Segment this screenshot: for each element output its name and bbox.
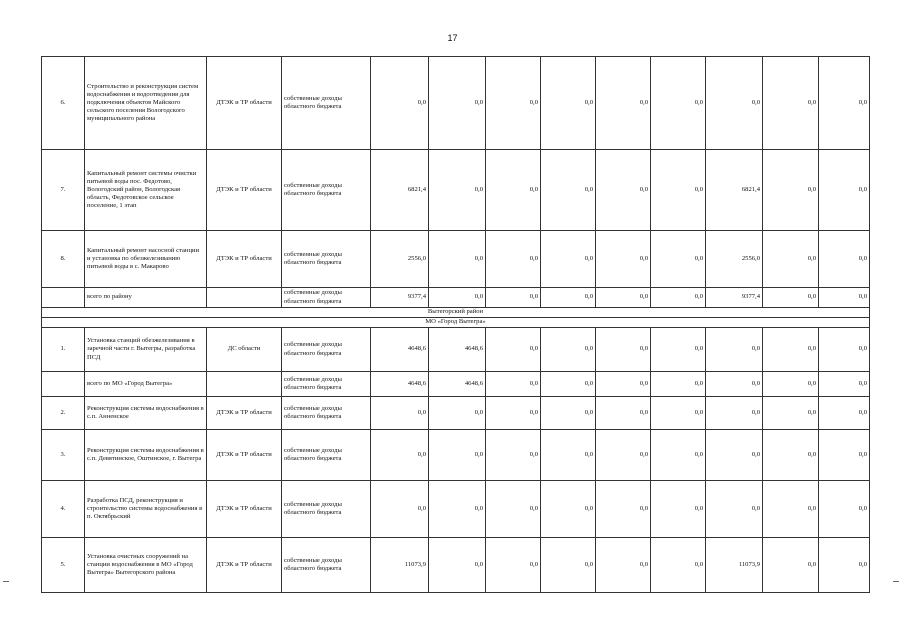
amount-cell: 0,0 (651, 538, 706, 593)
amount-cell: 0,0 (596, 372, 651, 397)
amount-cell: 0,0 (819, 430, 870, 481)
section-header-row (42, 318, 870, 328)
amount-cell: 0,0 (541, 397, 596, 430)
amount-cell: 0,0 (763, 372, 819, 397)
amount-cell: 0,0 (541, 328, 596, 372)
amount-cell: 0,0 (486, 538, 541, 593)
row-number: 8. (42, 231, 85, 288)
executor: ДС области (207, 328, 282, 372)
funding-source: собственные доходы областного бюджета (282, 481, 371, 538)
amount-cell: 0,0 (371, 430, 429, 481)
amount-cell: 0,0 (596, 57, 651, 150)
amount-cell: 0,0 (429, 57, 486, 150)
amount-cell: 0,0 (371, 397, 429, 430)
amount-cell: 0,0 (371, 57, 429, 150)
amount-cell: 0,0 (541, 538, 596, 593)
amount-cell: 0,0 (706, 481, 763, 538)
table-row (42, 231, 870, 288)
table-row (42, 481, 870, 538)
amount-cell: 11073,9 (706, 538, 763, 593)
amount-cell: 0,0 (541, 372, 596, 397)
amount-cell: 0,0 (486, 150, 541, 231)
event-name: Реконструкция системы водоснабжения в с.п. Анненское (85, 397, 207, 430)
amount-cell: 0,0 (706, 57, 763, 150)
amount-cell: 0,0 (763, 397, 819, 430)
event-name: Разработка ПСД, реконструкция и строительство системы водоснабжения в п. Октябрьский (85, 481, 207, 538)
amount-cell: 0,0 (486, 372, 541, 397)
event-name: Установка станций обезжелезивания в заречной части г. Вытегры, разработка ПСД (85, 328, 207, 372)
row-number: 6. (42, 57, 85, 150)
amount-cell: 11073,9 (371, 538, 429, 593)
amount-cell: 0,0 (651, 430, 706, 481)
amount-cell: 0,0 (486, 481, 541, 538)
amount-cell: 0,0 (706, 397, 763, 430)
executor: ДТЭК и ТР области (207, 481, 282, 538)
amount-cell: 0,0 (541, 288, 596, 308)
amount-cell: 0,0 (541, 231, 596, 288)
table-row (42, 397, 870, 430)
amount-cell: 0,0 (819, 231, 870, 288)
event-name: Капитальный ремонт насосной станции и установка по обезжелезиванию питьевой воды в с. Макарово (85, 231, 207, 288)
amount-cell: 0,0 (429, 231, 486, 288)
amount-cell: 0,0 (819, 538, 870, 593)
amount-cell: 0,0 (541, 481, 596, 538)
row-number: 1. (42, 328, 85, 372)
executor: ДТЭК и ТР области (207, 397, 282, 430)
executor (207, 288, 282, 308)
amount-cell: 0,0 (541, 150, 596, 231)
amount-cell: 0,0 (596, 231, 651, 288)
amount-cell: 0,0 (763, 430, 819, 481)
funding-source: собственные доходы областного бюджета (282, 372, 371, 397)
amount-cell: 0,0 (763, 288, 819, 308)
section-title: Вытегорский район (42, 308, 870, 318)
amount-cell: 0,0 (429, 538, 486, 593)
amount-cell: 0,0 (706, 430, 763, 481)
amount-cell: 0,0 (651, 328, 706, 372)
executor: ДТЭК и ТР области (207, 150, 282, 231)
amount-cell: 0,0 (706, 372, 763, 397)
event-name: Строительство и реконструкция систем водоснабжения и водоотведения для подключения объектов Майского сельского поселения Вологодского муниципального района (85, 57, 207, 150)
amount-cell: 0,0 (819, 328, 870, 372)
event-name: Капитальный ремонт системы очистки питьевой воды пос. Федотово, Вологодский район, Вологодская область, Федотовское сельское поселение, 1 этап (85, 150, 207, 231)
amount-cell: 0,0 (596, 397, 651, 430)
funding-source: собственные доходы областного бюджета (282, 538, 371, 593)
amount-cell: 0,0 (651, 288, 706, 308)
amount-cell: 0,0 (651, 150, 706, 231)
amount-cell: 2556,0 (371, 231, 429, 288)
amount-cell: 4648,6 (371, 372, 429, 397)
amount-cell: 0,0 (819, 57, 870, 150)
total-row (42, 288, 870, 308)
amount-cell: 2556,0 (706, 231, 763, 288)
executor: ДТЭК и ТР области (207, 538, 282, 593)
table-row (42, 328, 870, 372)
right-edge-mark (893, 581, 899, 582)
amount-cell: 0,0 (486, 430, 541, 481)
row-number (42, 288, 85, 308)
amount-cell: 0,0 (763, 231, 819, 288)
amount-cell: 0,0 (651, 397, 706, 430)
amount-cell: 0,0 (596, 481, 651, 538)
section-title: МО «Город Вытегра» (42, 318, 870, 328)
amount-cell: 0,0 (763, 150, 819, 231)
section-header-row (42, 308, 870, 318)
amount-cell: 0,0 (429, 430, 486, 481)
budget-table (41, 56, 870, 593)
amount-cell: 4648,6 (429, 372, 486, 397)
executor: ДТЭК и ТР области (207, 231, 282, 288)
table-row (42, 57, 870, 150)
funding-source: собственные доходы областного бюджета (282, 150, 371, 231)
amount-cell: 0,0 (429, 481, 486, 538)
amount-cell: 0,0 (651, 57, 706, 150)
amount-cell: 0,0 (819, 288, 870, 308)
amount-cell: 0,0 (596, 288, 651, 308)
amount-cell: 0,0 (819, 372, 870, 397)
amount-cell: 0,0 (486, 231, 541, 288)
amount-cell: 0,0 (596, 150, 651, 231)
executor: ДТЭК и ТР области (207, 57, 282, 150)
funding-source: собственные доходы областного бюджета (282, 430, 371, 481)
left-edge-mark (3, 581, 9, 582)
row-number: 2. (42, 397, 85, 430)
amount-cell: 0,0 (651, 481, 706, 538)
amount-cell: 9377,4 (371, 288, 429, 308)
funding-source: собственные доходы областного бюджета (282, 397, 371, 430)
row-number: 5. (42, 538, 85, 593)
amount-cell: 0,0 (596, 538, 651, 593)
amount-cell: 0,0 (541, 430, 596, 481)
amount-cell: 0,0 (371, 481, 429, 538)
amount-cell: 4648,6 (429, 328, 486, 372)
table-row (42, 538, 870, 593)
row-number: 7. (42, 150, 85, 231)
executor: ДТЭК и ТР области (207, 430, 282, 481)
row-number (42, 372, 85, 397)
amount-cell: 0,0 (486, 57, 541, 150)
event-name: Реконструкция системы водоснабжения в с.п. Девятинское, Оштинское, г. Вытегра (85, 430, 207, 481)
amount-cell: 0,0 (596, 430, 651, 481)
amount-cell: 0,0 (763, 481, 819, 538)
funding-source: собственные доходы областного бюджета (282, 288, 371, 308)
amount-cell: 0,0 (429, 397, 486, 430)
amount-cell: 0,0 (706, 328, 763, 372)
amount-cell: 0,0 (486, 288, 541, 308)
amount-cell: 0,0 (596, 328, 651, 372)
amount-cell: 4648,6 (371, 328, 429, 372)
amount-cell: 0,0 (486, 397, 541, 430)
funding-source: собственные доходы областного бюджета (282, 231, 371, 288)
amount-cell: 6821,4 (371, 150, 429, 231)
page-number: 17 (447, 33, 458, 43)
amount-cell: 0,0 (429, 288, 486, 308)
amount-cell: 0,0 (819, 481, 870, 538)
amount-cell: 0,0 (819, 150, 870, 231)
amount-cell: 0,0 (763, 538, 819, 593)
amount-cell: 0,0 (651, 372, 706, 397)
amount-cell: 0,0 (486, 328, 541, 372)
event-name: Установка очистных сооружений на станции водоснабжения в МО «Город Вытегра» Вытегорского района (85, 538, 207, 593)
amount-cell: 0,0 (763, 328, 819, 372)
amount-cell: 0,0 (541, 57, 596, 150)
table-row (42, 430, 870, 481)
amount-cell: 0,0 (429, 150, 486, 231)
funding-source: собственные доходы областного бюджета (282, 328, 371, 372)
row-number: 4. (42, 481, 85, 538)
amount-cell: 6821,4 (706, 150, 763, 231)
amount-cell: 0,0 (819, 397, 870, 430)
amount-cell: 0,0 (651, 231, 706, 288)
row-number: 3. (42, 430, 85, 481)
table-row (42, 150, 870, 231)
event-name: всего по району (85, 288, 207, 308)
table-body (42, 57, 870, 593)
event-name: всего по МО «Город Вытегра» (85, 372, 207, 397)
amount-cell: 0,0 (763, 57, 819, 150)
funding-source: собственные доходы областного бюджета (282, 57, 371, 150)
amount-cell: 9377,4 (706, 288, 763, 308)
total-row (42, 372, 870, 397)
executor (207, 372, 282, 397)
